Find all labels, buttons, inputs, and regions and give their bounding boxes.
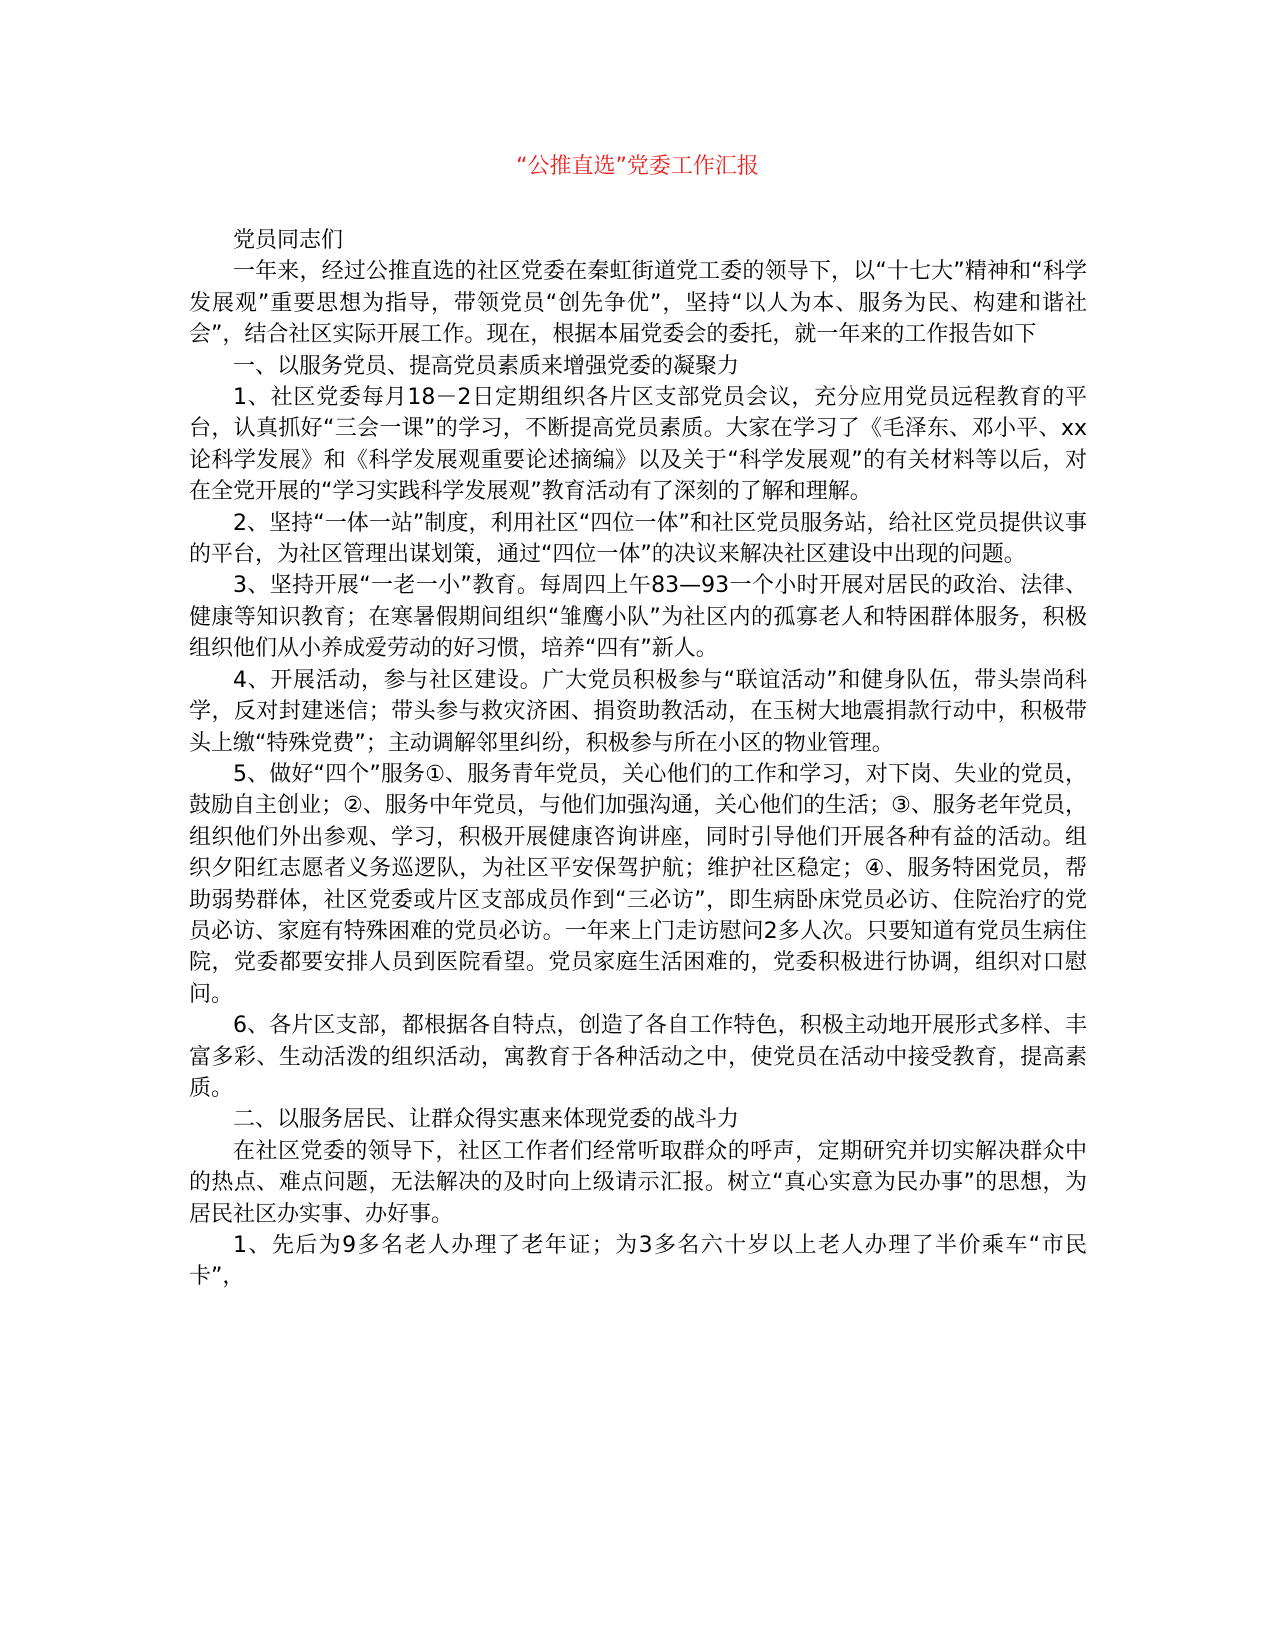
intro-paragraph: 一年来，经过公推直选的社区党委在秦虹街道党工委的领导下，以“十七大”精神和“科学发展观”重要思想为指导，带领党员“创先争优”，坚持“以人为本、服务为民、构建和谐社会”，结合社区实际开展工作。现在，根据本届党委会的委托，就一年来的工作报告如下 — [189, 259, 1087, 348]
body-paragraph: 6、各片区支部，都根据各自特点，创造了各自工作特色，积极主动地开展形式多样、丰富多彩、生动活泼的组织活动，寓教育于各种活动之中，使党员在活动中接受教育，提高素质。 — [189, 1013, 1087, 1101]
body-paragraph: 1、社区党委每月18－2日定期组织各片区支部党员会议，充分应用党员远程教育的平台，认真抓好“三会一课”的学习，不断提高党员素质。大家在学习了《毛泽东、邓小平、xx论科学发展》和《科学发展观重要论述摘编》以及关于“科学发展观”的有关材料等以后，对在全党开展的“学习实践科学发展观”教育活动有了深刻的了解和理解。 — [189, 385, 1087, 505]
body-paragraph: 4、开展活动，参与社区建设。广大党员积极参与“联谊活动”和健身队伍，带头崇尚科学，反对封建迷信；带头参与救灾济困、捐资助教活动，在玉树大地震捐款行动中，积极带头上缴“特殊党费”；主动调解邻里纠纷，积极参与所在小区的物业管理。 — [189, 667, 1087, 756]
body-paragraph: 2、坚持“一体一站”制度，利用社区“四位一体”和社区党员服务站，给社区党员提供议事的平台，为社区管理出谋划策，通过“四位一体”的决议来解决社区建设中出现的问题。 — [189, 510, 1087, 568]
body-paragraph: 1、先后为9多名老人办理了老年证；为3多名六十岁以上老人办理了半价乘车“市民卡”， — [189, 1233, 1087, 1290]
body-paragraph: 3、坚持开展“一老一小”教育。每周四上午83—93一个小时开展对居民的政治、法律、健康等知识教育；在寒暑假期间组织“雏鹰小队”为社区内的孤寡老人和特困群体服务，积极组织他们从小养成爱劳动的好习惯，培养“四有”新人。 — [189, 573, 1087, 662]
body-paragraph: 5、做好“四个”服务①、服务青年党员，关心他们的工作和学习，对下岗、失业的党员，鼓励自主创业；②、服务中年党员，与他们加强沟通，关心他们的生活；③、服务老年党员，组织他们外出参观、学习，积极开展健康咨询讲座，同时引导他们开展各种有益的活动。组织夕阳红志愿者义务巡逻队，为社区平安保驾护航；维护社区稳定；④、服务特困党员，帮助弱势群体，社区党委或片区支部成员作到“三必访”，即生病卧床党员必访、住院治疗的党员必访、家庭有特殊困难的党员必访。一年来上门走访慰问2多人次。只要知道有党员生病住院，党委都要安排人员到医院看望。党员家庭生活困难的，党委积极进行协调，组织对口慰问。 — [189, 761, 1087, 1007]
section-heading-1: 一、以服务党员、提高党员素质来增强党委的凝聚力 — [233, 353, 740, 379]
body-paragraph: 在社区党委的领导下，社区工作者们经常听取群众的呼声，定期研究并切实解决群众中的热点、难点问题，无法解决的及时向上级请示汇报。树立“真心实意为民办事”的思想，为居民社区办实事、办好事。 — [189, 1138, 1087, 1227]
document-title: “公推直选”党委工作汇报 — [516, 154, 759, 179]
section-heading-2: 二、以服务居民、让群众得实惠来体现党委的战斗力 — [233, 1107, 740, 1133]
salutation: 党员同志们 — [233, 228, 344, 253]
document-body — [189, 225, 1087, 1293]
